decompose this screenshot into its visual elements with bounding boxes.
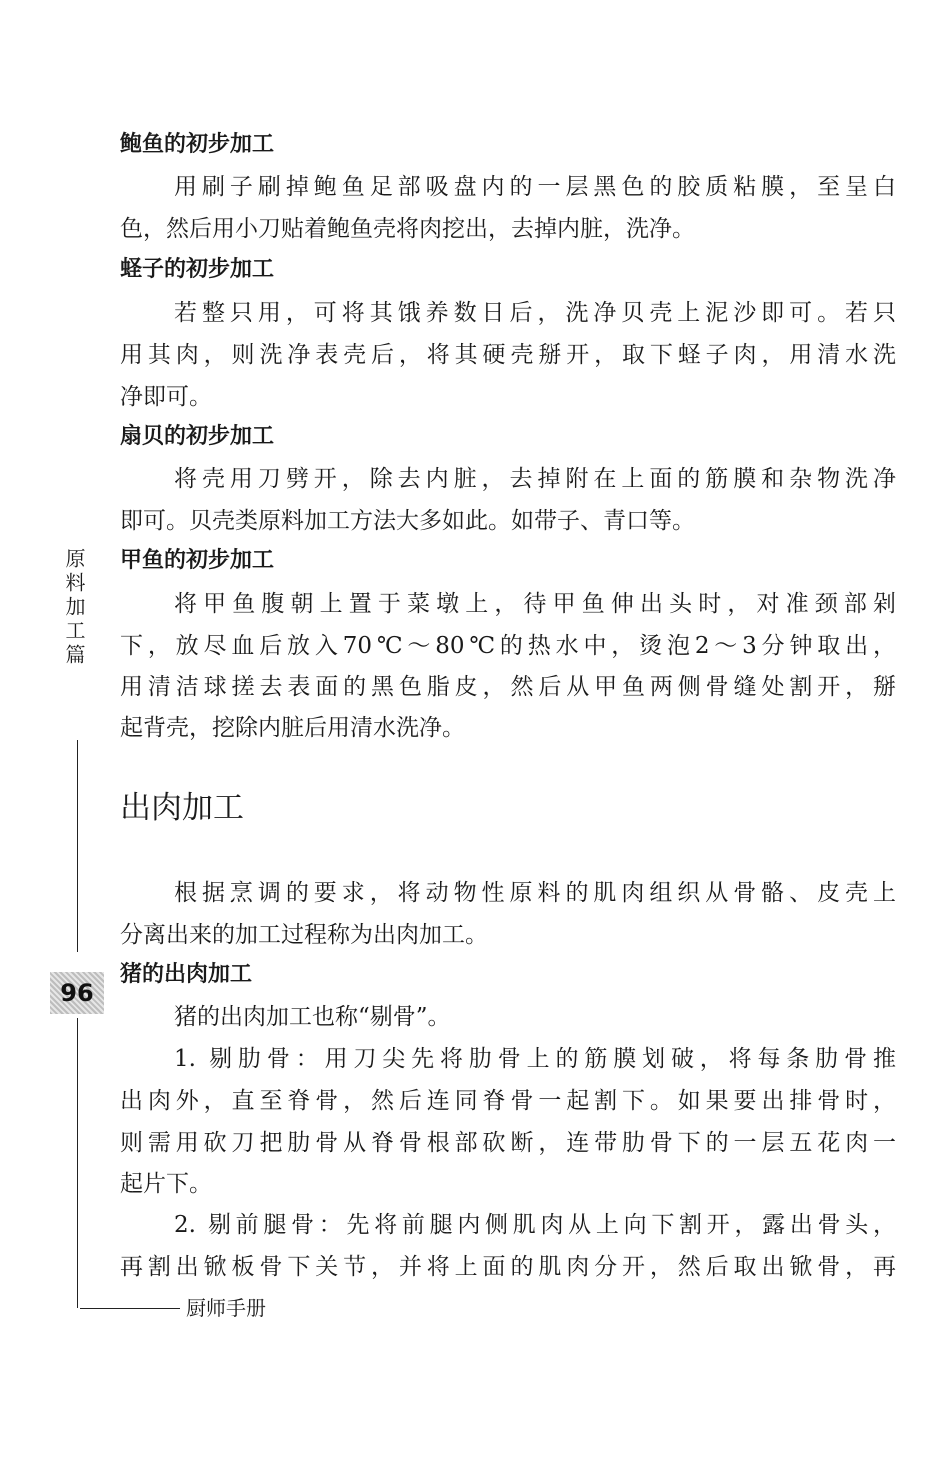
footer-rule <box>80 1308 180 1309</box>
text-line: 用清洁球搓去表面的黑色脂皮，然后从甲鱼两侧骨缝处割开，掰 <box>120 674 896 700</box>
text-line: 起片下。 <box>120 1171 212 1197</box>
heading-abalone: 鲍鱼的初步加工 <box>120 132 275 157</box>
text-line: 色，然后用小刀贴着鲍鱼壳将肉挖出，去掉内脏，洗净。 <box>120 216 695 242</box>
heading-scallop: 扇贝的初步加工 <box>120 424 275 449</box>
text-line: 净即可。 <box>120 384 212 410</box>
text-line: 即可。贝壳类原料加工方法大多如此。如带子、青口等。 <box>120 508 695 534</box>
text-line: 若整只用，可将其饿养数日后，洗净贝壳上泥沙即可。若只 <box>174 300 896 326</box>
heading-pork: 猪的出肉加工 <box>120 962 253 987</box>
text-line: 用其肉，则洗净表壳后，将其硬壳掰开，取下蛏子肉，用清水洗 <box>120 342 896 368</box>
page-number: 96 <box>60 979 94 1007</box>
text-line: 根据烹调的要求，将动物性原料的肌肉组织从骨骼、皮壳上 <box>174 880 896 906</box>
text-line: 再割出锨板骨下关节，并将上面的肌肉分开，然后取出锨骨，再 <box>120 1254 896 1280</box>
text-line: 出肉外，直至脊骨，然后连同脊骨一起割下。如果要出排骨时， <box>120 1088 896 1114</box>
text-line: 猪的出肉加工也称“剔骨”。 <box>174 1004 451 1030</box>
footer-book-title: 厨师手册 <box>186 1296 266 1320</box>
text-line: 将甲鱼腹朝上置于菜墩上，待甲鱼伸出头时，对准颈部剁 <box>174 591 896 617</box>
text-line: 下，放尽血后放入70℃～80℃的热水中，烫泡2～3分钟取出， <box>120 633 896 659</box>
text-line: 用刷子刷掉鲍鱼足部吸盘内的一层黑色的胶质粘膜，至呈白 <box>174 174 896 200</box>
text-line: 2. 剔前腿骨：先将前腿内侧肌肉从上向下割开，露出骨头， <box>174 1212 896 1238</box>
side-rule <box>77 1018 78 1308</box>
heading-turtle: 甲鱼的初步加工 <box>120 548 275 573</box>
side-rule <box>77 740 78 952</box>
page-number-box <box>50 972 104 1014</box>
text-line: 分离出来的加工过程称为出肉加工。 <box>120 922 488 948</box>
side-chapter-label: 原料加工篇 <box>62 548 86 668</box>
text-line: 将壳用刀劈开，除去内脏，去掉附在上面的筋膜和杂物洗净 <box>174 466 896 492</box>
text-line: 1. 剔肋骨：用刀尖先将肋骨上的筋膜划破，将每条肋骨推 <box>174 1046 896 1072</box>
text-line: 则需用砍刀把肋骨从脊骨根部砍断，连带肋骨下的一层五花肉一 <box>120 1130 896 1156</box>
section-title: 出肉加工 <box>120 790 244 826</box>
heading-razor-clam: 蛏子的初步加工 <box>120 257 275 282</box>
text-line: 起背壳，挖除内脏后用清水洗净。 <box>120 715 465 741</box>
